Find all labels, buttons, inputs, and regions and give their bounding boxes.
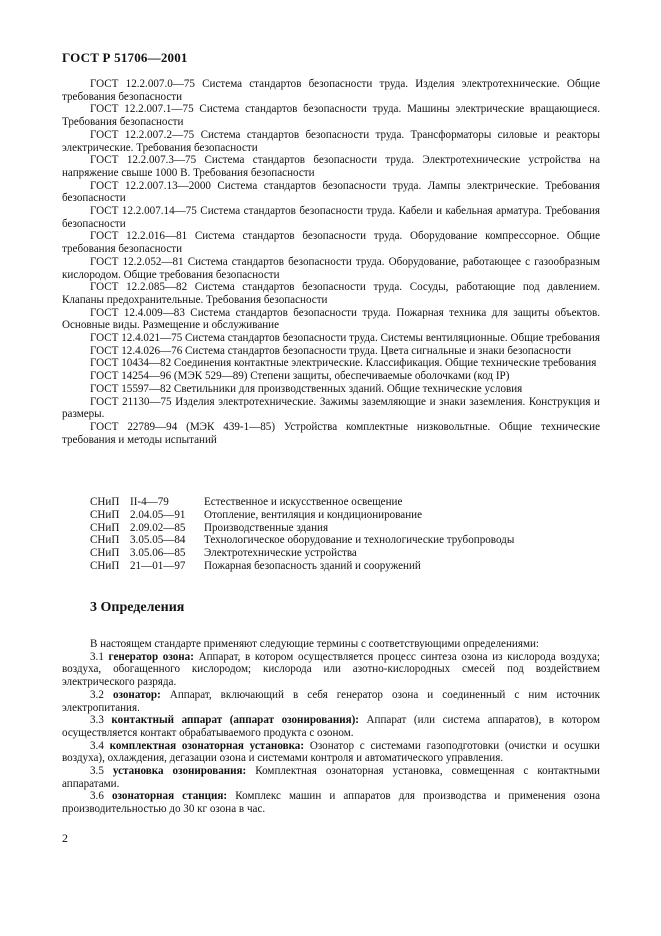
reference-item: ГОСТ 12.2.016—81 Система стандартов безопасности труда. Оборудование компрессорное. Общие требования безопасности: [62, 230, 600, 256]
snip-title: Естественное и искусственное освещение: [204, 496, 403, 508]
snip-title: Технологическое оборудование и технологические трубопроводы: [204, 534, 515, 547]
snip-item: [90, 534, 600, 547]
reference-item: ГОСТ 10434—82 Соединения контактные электрические. Классификация. Общие технические требования: [90, 357, 597, 370]
definitions-section: [62, 638, 600, 816]
reference-item: ГОСТ 12.4.009—83 Система стандартов безопасности труда. Пожарная техника для защиты объектов. Основные виды. Размещение и обслуживание: [62, 306, 600, 332]
snip-code: СНиП: [90, 559, 120, 572]
reference-item: ГОСТ 12.4.021—75 Система стандартов безопасности труда. Системы вентиляционные. Общие требования: [90, 332, 600, 345]
definition-number: 3.3: [90, 714, 104, 727]
snip-number: 2.09.02—85: [130, 521, 186, 534]
reference-item: ГОСТ 12.2.007.0—75 Система стандартов безопасности труда. Изделия электротехнические. Общие требования безопасности: [62, 78, 600, 103]
snip-code: СНиП: [90, 521, 120, 534]
definition-term: озонаторная станция:: [111, 790, 228, 803]
definition-item: [62, 790, 600, 815]
snip-references-list: [90, 496, 600, 573]
reference-item: ГОСТ 22789—94 (МЭК 439-1—85) Устройства комплектные низковольтные. Общие технические требования и методы испытаний: [62, 420, 600, 446]
definition-text: Аппарат (или система аппаратов), в котором осуществляется контакт обрабатываемого продукта с озоном.: [62, 714, 600, 739]
reference-item: ГОСТ 12.2.085—82 Система стандартов безопасности труда. Сосуды, работающие под давлением. Клапаны предохранительные. Требования безопасности: [62, 281, 600, 306]
snip-code: СНиП: [90, 508, 120, 521]
snip-item: [90, 547, 600, 560]
definition-text: Комплектная озонаторная установка, совмещенная с контактными аппаратами.: [62, 765, 600, 790]
snip-item: [90, 522, 600, 535]
snip-code: СНиП: [90, 547, 120, 559]
snip-item: [90, 509, 600, 522]
definition-text: Озонатор с системами газоподготовки (очистки и осушки воздуха), охлаждения, дегазации озона и системами контроля и автоматического управления.: [62, 739, 600, 765]
reference-item: ГОСТ 12.2.007.2—75 Система стандартов безопасности труда. Трансформаторы силовые и реакторы электрические. Требования безопасности: [62, 128, 600, 154]
snip-number: 3.05.05—84: [130, 534, 186, 547]
definition-text: Аппарат, в котором осуществляется процесс синтеза озона из кислорода воздуха; воздуха, обогащенного кислородом; кислорода или азотно-кислородных смесей под воздействием электрического разряда.: [62, 650, 601, 689]
snip-number: 3.05.06—85: [130, 547, 186, 559]
definition-number: 3.1: [90, 650, 104, 663]
snip-number: 21—01—97: [130, 559, 186, 572]
snip-title: Отопление, вентиляция и кондиционирование: [204, 508, 423, 521]
definition-term: комплектная озонаторная установка:: [109, 739, 305, 752]
definition-term: генератор озона:: [108, 650, 194, 663]
snip-number: 2.04.05—91: [130, 508, 186, 521]
reference-item: ГОСТ 12.2.007.3—75 Система стандартов безопасности труда. Электротехнические устройства на напряжение свыше 1000 В. Требования безопасности: [62, 154, 600, 179]
definition-item: [62, 765, 600, 790]
snip-title: Пожарная безопасность зданий и сооружений: [204, 559, 421, 572]
definition-item: [62, 714, 600, 739]
reference-item: ГОСТ 21130—75 Изделия электротехнические. Зажимы заземляющие и знаки заземления. Конструкция и размеры.: [62, 395, 600, 421]
snip-title: Производственные здания: [204, 521, 329, 534]
snip-code: СНиП: [90, 534, 120, 547]
definition-item: [62, 651, 600, 689]
reference-item: ГОСТ 12.2.007.1—75 Система стандартов безопасности труда. Машины электрические вращающиеся. Требования безопасности: [62, 103, 600, 129]
reference-item: ГОСТ 12.2.007.14—75 Система стандартов безопасности труда. Кабели и кабельная арматура. Требования безопасности: [62, 205, 600, 230]
reference-item: ГОСТ 12.2.052—81 Система стандартов безопасности труда. Оборудование, работающее с газообразным кислородом. Общие требования безопасности: [62, 255, 600, 281]
snip-title: Электротехнические устройства: [204, 547, 357, 559]
definition-term: контактный аппарат (аппарат озонирования):: [111, 714, 359, 727]
reference-item: ГОСТ 12.4.026—76 Система стандартов безопасности труда. Цвета сигнальные и знаки безопасности: [90, 344, 572, 357]
section-heading: 3 Определения: [90, 600, 185, 615]
snip-item: [90, 496, 600, 509]
definitions-intro: В настоящем стандарте применяют следующие термины с соответствующими определениями:: [90, 638, 539, 650]
definition-text: Аппарат, включающий в себя генератор озона и соединенный с ним источник электропитания.: [62, 688, 600, 714]
reference-item: ГОСТ 12.2.007.13—2000 Система стандартов безопасности труда. Лампы электрические. Требования безопасности: [62, 179, 600, 205]
snip-item: [90, 560, 600, 573]
definition-number: 3.5: [90, 765, 104, 778]
document-code-header: ГОСТ Р 51706—2001: [62, 50, 188, 65]
normative-references-list: [62, 78, 600, 446]
definition-number: 3.2: [90, 688, 104, 701]
page-number: 2: [62, 831, 68, 845]
reference-item: ГОСТ 14254—96 (МЭК 529—89) Степени защиты, обеспечиваемые оболочками (код IP): [90, 370, 510, 383]
definition-term: установка озонирования:: [112, 765, 247, 778]
definition-item: [62, 740, 600, 765]
reference-item: ГОСТ 15597—82 Светильники для производственных зданий. Общие технические условия: [90, 382, 523, 395]
definition-number: 3.4: [90, 739, 104, 752]
snip-number: II-4—79: [130, 496, 169, 508]
definition-number: 3.6: [90, 790, 104, 803]
definition-text: Комплекс машин и аппаратов для производства и применения озона производительностью до 30 кг озона в час.: [62, 790, 601, 816]
definition-item: [62, 689, 600, 714]
definition-term: озонатор:: [112, 688, 161, 701]
snip-code: СНиП: [90, 496, 120, 508]
